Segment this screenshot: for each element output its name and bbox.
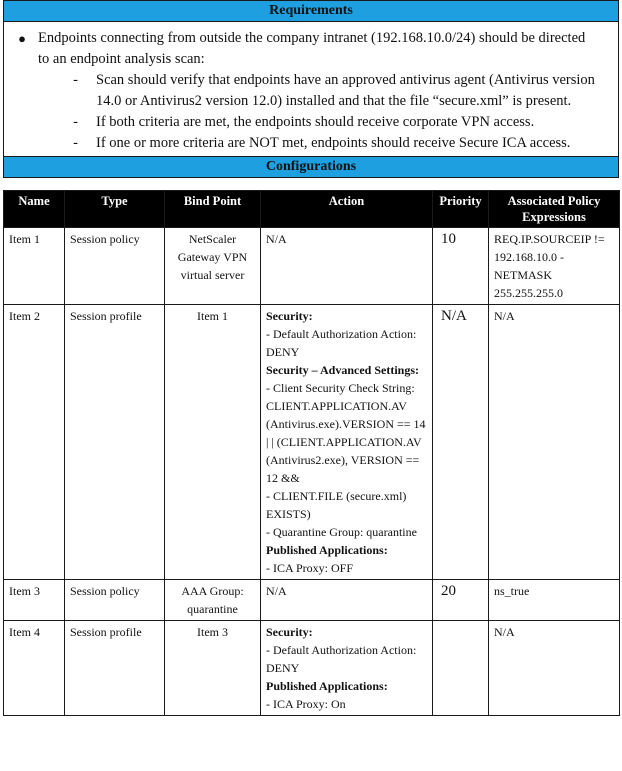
cell-type: Session policy bbox=[65, 228, 165, 305]
requirements-sub-item bbox=[4, 70, 618, 112]
cell-expressions: REQ.IP.SOURCEIP != 192.168.10.0 -NETMASK 255.255.255.0 bbox=[489, 228, 620, 305]
table-header-row bbox=[4, 191, 620, 228]
column-header-bind-point: Bind Point bbox=[165, 191, 261, 228]
action-line: - CLIENT.FILE (secure.xml) EXISTS) bbox=[266, 489, 407, 521]
cell-priority: 10 bbox=[433, 228, 489, 305]
cell-priority: 20 bbox=[433, 580, 489, 621]
cell-name: Item 1 bbox=[4, 228, 65, 305]
action-line: N/A bbox=[266, 232, 287, 246]
cell-action bbox=[261, 580, 433, 621]
action-section-heading: Published Applications: bbox=[266, 543, 388, 557]
cell-priority: N/A bbox=[433, 305, 489, 580]
configurations-table bbox=[3, 190, 620, 716]
cell-bind-point: NetScaler Gateway VPN virtual server bbox=[165, 228, 261, 305]
cell-action bbox=[261, 305, 433, 580]
requirements-sub-item-text: Scan should verify that endpoints have an approved antivirus agent (Antivirus version 14.0 or Antivirus2 version 12.0) installed and that the file “secure.xml” is present. bbox=[96, 72, 595, 109]
table-row bbox=[4, 621, 620, 716]
action-section-heading: Security: bbox=[266, 309, 313, 323]
action-line: - ICA Proxy: On bbox=[266, 697, 346, 711]
requirements-bullet-text: Endpoints connecting from outside the company intranet (192.168.10.0/24) should be directed to an endpoint analysis scan: bbox=[38, 30, 586, 67]
cell-expressions: ns_true bbox=[489, 580, 620, 621]
cell-type: Session profile bbox=[65, 305, 165, 580]
cell-priority bbox=[433, 621, 489, 716]
dash-icon: - bbox=[73, 72, 78, 88]
column-header-action: Action bbox=[261, 191, 433, 228]
action-line: - Default Authorization Action: DENY bbox=[266, 643, 417, 675]
table-row bbox=[4, 580, 620, 621]
table-row bbox=[4, 305, 620, 580]
column-header-type: Type bbox=[65, 191, 165, 228]
action-section-heading: Security – Advanced Settings: bbox=[266, 363, 419, 377]
requirements-sub-item bbox=[4, 133, 618, 154]
action-section-heading: Security: bbox=[266, 625, 313, 639]
action-section-heading: Published Applications: bbox=[266, 679, 388, 693]
requirements-body bbox=[3, 22, 619, 156]
table-row bbox=[4, 228, 620, 305]
requirements-sub-item bbox=[4, 112, 618, 133]
action-line: - Client Security Check String: CLIENT.APPLICATION.AV (Antivirus.exe).VERSION == 14 | | (CLIENT.APPLICATION.AV (Antivirus2.exe), VERSION == 12 && bbox=[266, 381, 426, 485]
cell-expressions: N/A bbox=[489, 621, 620, 716]
cell-name: Item 3 bbox=[4, 580, 65, 621]
action-line: N/A bbox=[266, 584, 287, 598]
cell-expressions: N/A bbox=[489, 305, 620, 580]
action-line: - ICA Proxy: OFF bbox=[266, 561, 354, 575]
column-header-priority: Priority bbox=[433, 191, 489, 228]
cell-name: Item 4 bbox=[4, 621, 65, 716]
requirements-sub-item-text: If one or more criteria are NOT met, endpoints should receive Secure ICA access. bbox=[96, 135, 571, 151]
configurations-title: Configurations bbox=[3, 156, 619, 178]
dash-icon: - bbox=[73, 135, 78, 151]
bullet-icon: ● bbox=[18, 31, 26, 46]
dash-icon: - bbox=[73, 114, 78, 130]
cell-type: Session policy bbox=[65, 580, 165, 621]
document bbox=[3, 0, 619, 716]
cell-bind-point: Item 1 bbox=[165, 305, 261, 580]
cell-action bbox=[261, 228, 433, 305]
requirements-title: Requirements bbox=[3, 0, 619, 22]
cell-action bbox=[261, 621, 433, 716]
cell-type: Session profile bbox=[65, 621, 165, 716]
requirements-bullet bbox=[4, 28, 618, 70]
column-header-name: Name bbox=[4, 191, 65, 228]
column-header-expressions: Associated Policy Expressions bbox=[489, 191, 620, 228]
action-line: - Default Authorization Action: DENY bbox=[266, 327, 417, 359]
requirements-sub-item-text: If both criteria are met, the endpoints should receive corporate VPN access. bbox=[96, 114, 535, 130]
cell-bind-point: AAA Group: quarantine bbox=[165, 580, 261, 621]
cell-bind-point: Item 3 bbox=[165, 621, 261, 716]
action-line: - Quarantine Group: quarantine bbox=[266, 525, 417, 539]
cell-name: Item 2 bbox=[4, 305, 65, 580]
